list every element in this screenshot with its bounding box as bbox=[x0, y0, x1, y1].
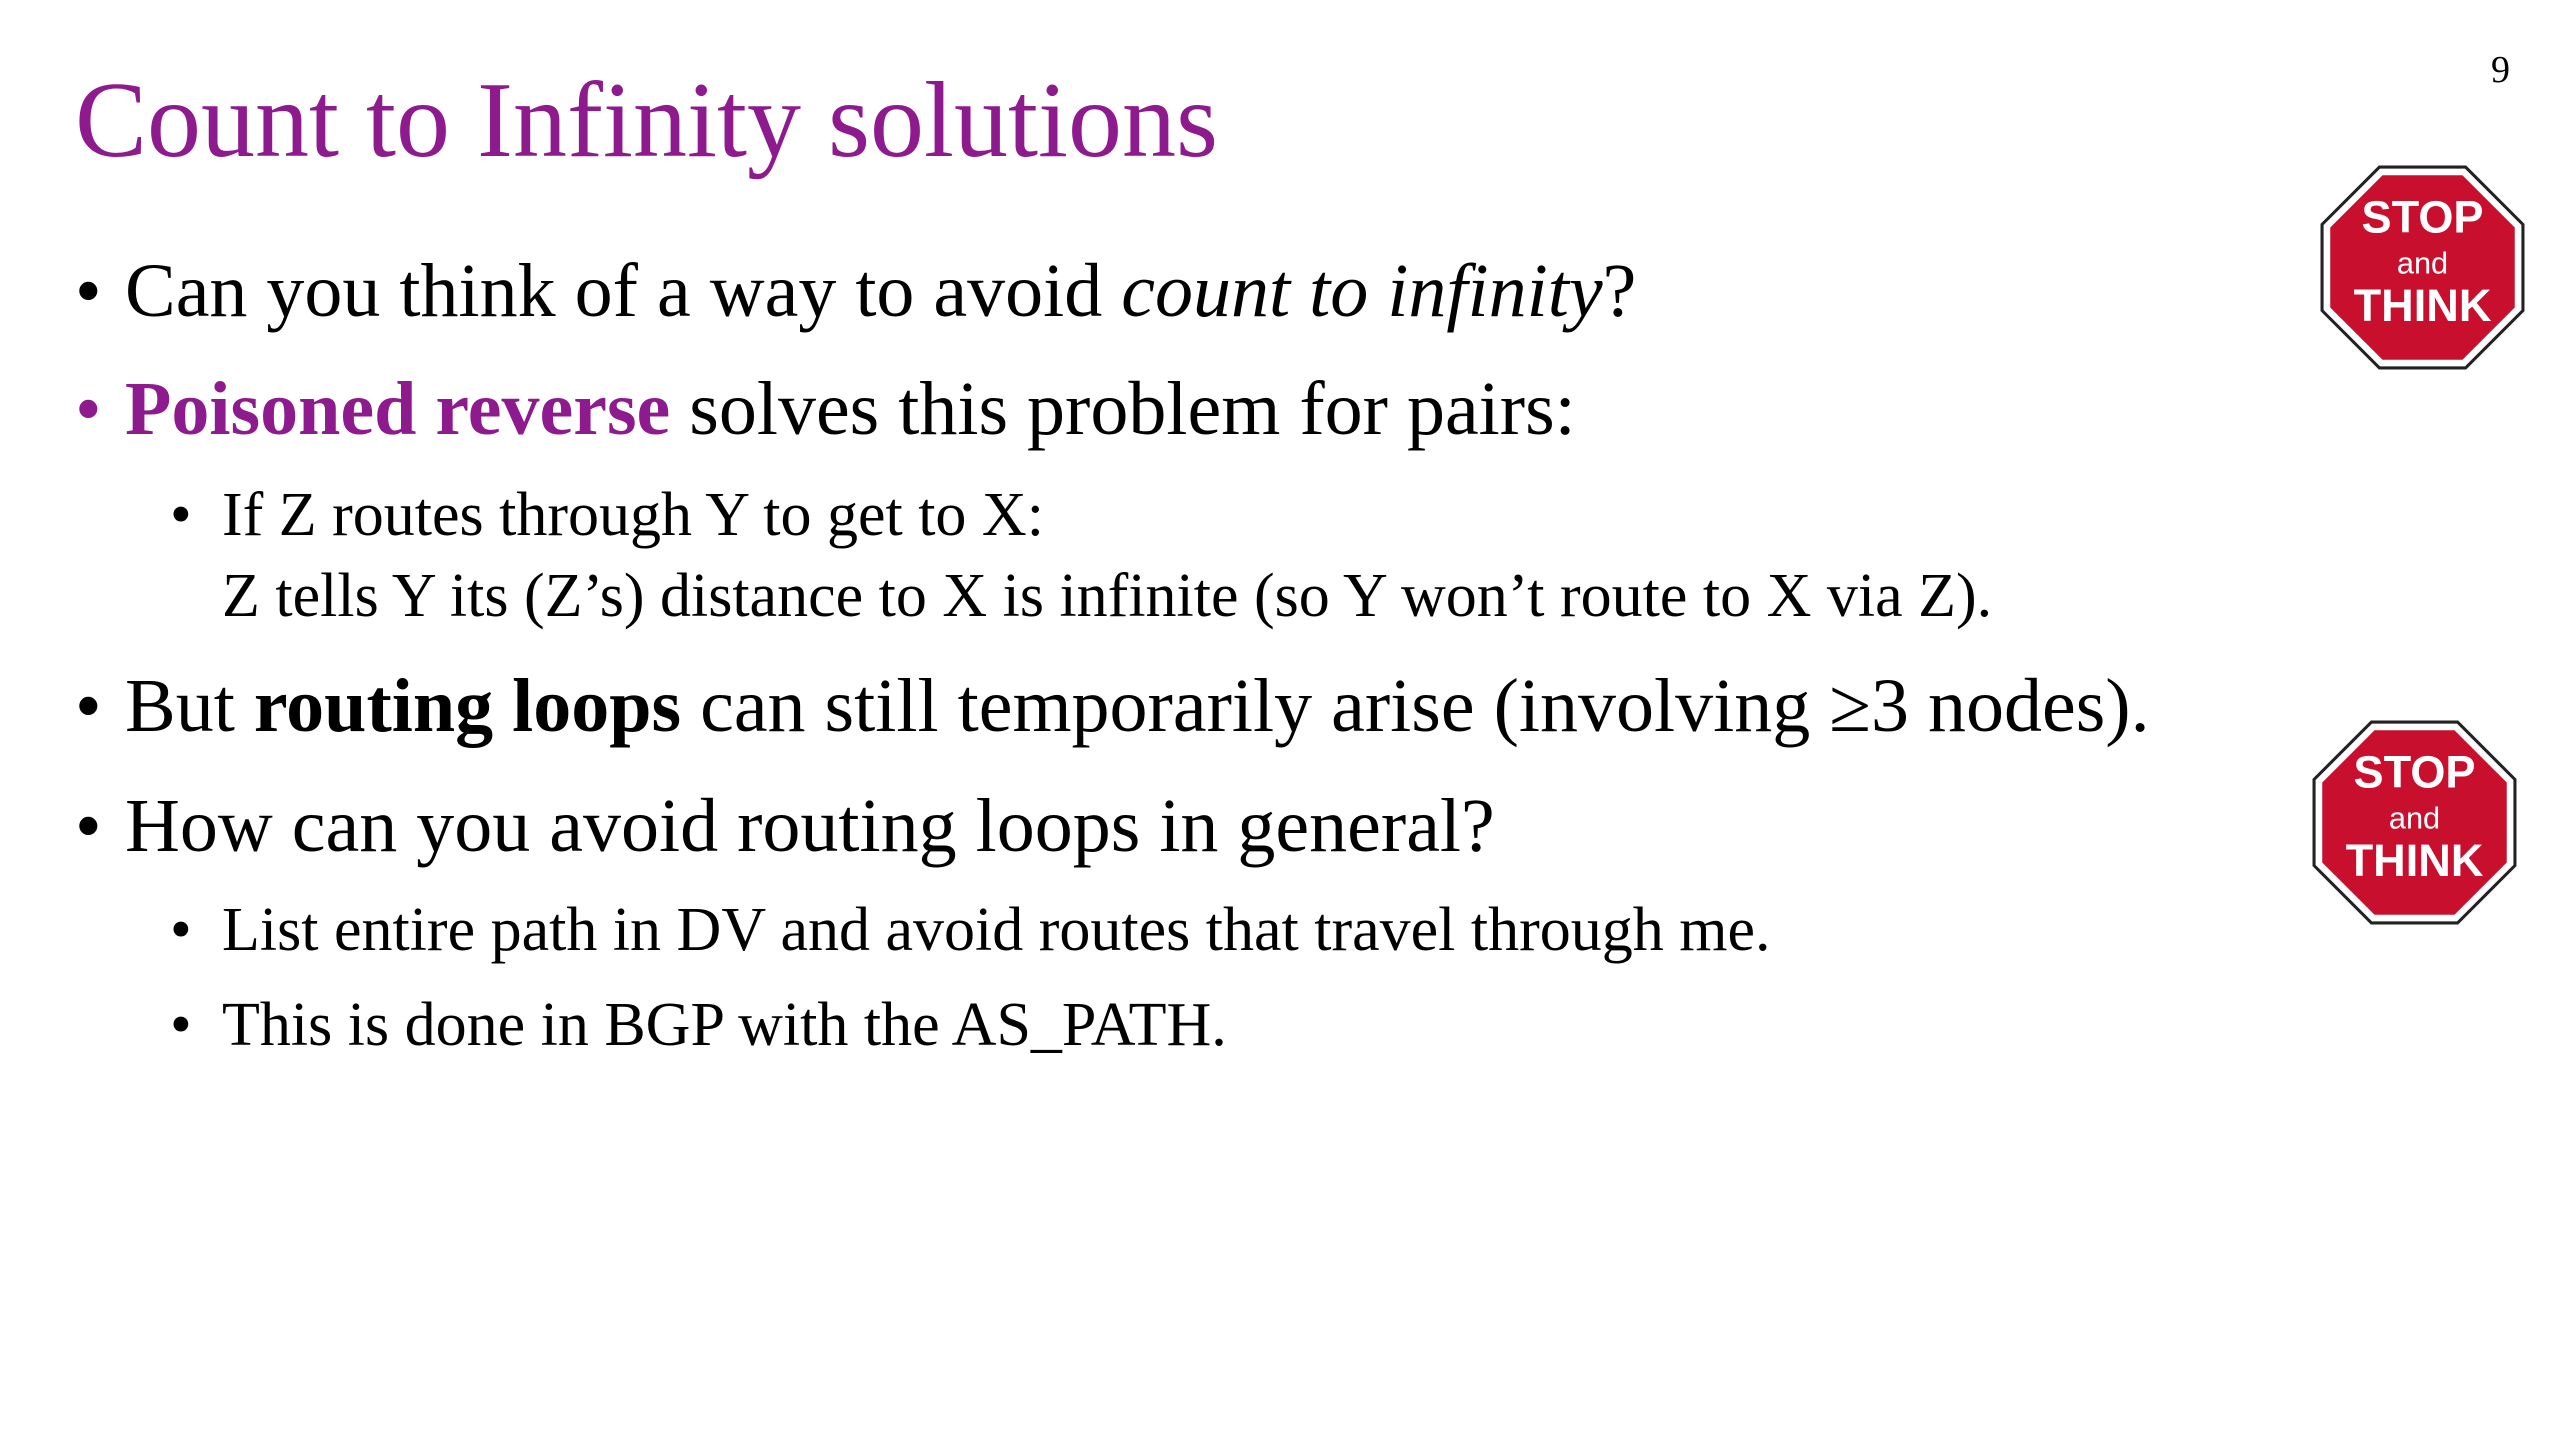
subbullet-text: List entire path in DV and avoid routes that travel through me. bbox=[222, 896, 1771, 964]
bullet-marker: • bbox=[75, 367, 102, 451]
stop-and-think-icon bbox=[2320, 165, 2525, 370]
bullet-text-wrap bbox=[125, 250, 1636, 334]
stop-sign-line-1: STOP bbox=[2353, 746, 2476, 798]
stop-sign-icon bbox=[2312, 720, 2517, 925]
bullet-emphasis: Poisoned reverse bbox=[125, 367, 671, 451]
bullet-end: ? bbox=[1602, 249, 1637, 333]
slide-title: Count to Infinity solutions bbox=[75, 61, 1219, 180]
bullet-routing-loops bbox=[75, 665, 2150, 749]
bullet-marker: • bbox=[75, 664, 102, 748]
subbullet-bgp-as-path bbox=[170, 985, 1227, 1066]
subbullet-line-2: Z tells Y its (Z’s) distance to X is infinite (so Y won’t route to X via Z). bbox=[222, 561, 1993, 630]
bullet-start: But bbox=[125, 664, 254, 748]
stop-and-think-icon bbox=[2312, 720, 2517, 925]
bullet-poisoned-reverse bbox=[75, 368, 1576, 452]
bullet-emphasis: count to infinity bbox=[1121, 249, 1603, 333]
stop-sign-line-3: THINK bbox=[2345, 834, 2484, 886]
bullet-marker: • bbox=[170, 896, 192, 964]
bullet-marker: • bbox=[75, 784, 102, 868]
bullet-text-wrap bbox=[125, 368, 1576, 452]
bullet-text: How can you avoid routing loops in general? bbox=[125, 784, 1495, 868]
bullet-marker: • bbox=[170, 481, 192, 549]
stop-sign-line-1: STOP bbox=[2361, 191, 2484, 243]
bullet-text-wrap bbox=[125, 665, 2150, 749]
bullet-count-to-infinity-question bbox=[75, 250, 1636, 334]
bullet-text: Can you think of a way to avoid bbox=[125, 249, 1122, 333]
slide-number: 9 bbox=[2491, 49, 2510, 91]
stop-sign-line-2: and bbox=[2388, 800, 2441, 836]
bullet-marker: • bbox=[170, 991, 192, 1059]
bullet-avoid-loops-question bbox=[75, 785, 1495, 869]
subbullet-list-entire-path bbox=[170, 890, 1771, 971]
bullet-text: can still temporarily arise (involving ≥3 nodes). bbox=[681, 664, 2150, 748]
bullet-marker: • bbox=[75, 249, 102, 333]
bullet-emphasis: routing loops bbox=[253, 664, 682, 748]
subbullet-text: This is done in BGP with the AS_PATH. bbox=[222, 991, 1227, 1059]
subbullet-poisoned-reverse-rule bbox=[170, 475, 1992, 636]
subbullet-text-wrap bbox=[222, 475, 1992, 636]
subbullet-line-1: If Z routes through Y to get to X: bbox=[222, 481, 1044, 549]
stop-sign-line-2: and bbox=[2396, 245, 2449, 281]
stop-sign-icon bbox=[2320, 165, 2525, 370]
bullet-text: solves this problem for pairs: bbox=[670, 367, 1576, 451]
stop-sign-line-3: THINK bbox=[2353, 279, 2492, 331]
